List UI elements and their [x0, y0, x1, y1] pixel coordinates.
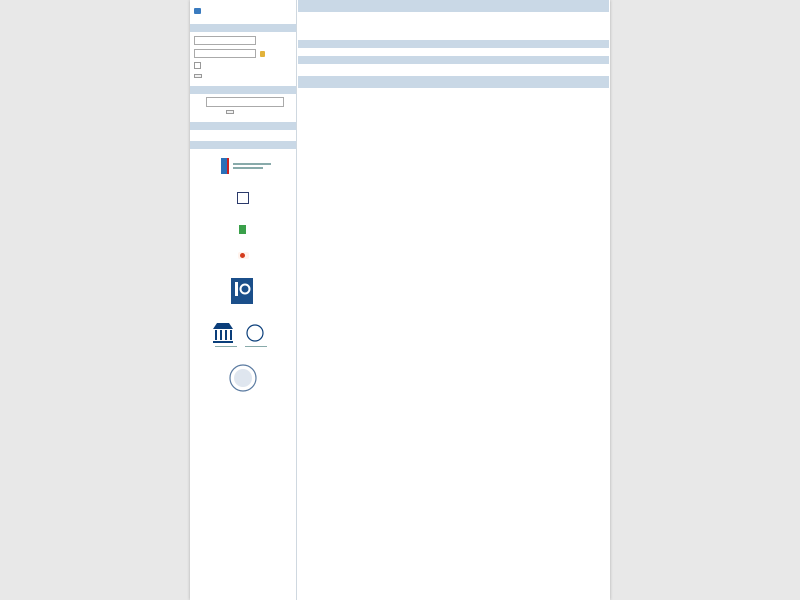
efu-header	[298, 56, 609, 64]
partner-unesco[interactable]	[211, 321, 275, 353]
consultant-logo	[238, 252, 249, 259]
consultant-icon	[240, 253, 245, 258]
elec-apps-link[interactable]	[194, 8, 296, 14]
sidebar-nav	[190, 0, 296, 2]
yaklass-icon	[239, 225, 246, 234]
partner-logo-1-graphic	[211, 155, 275, 177]
page-container	[190, 0, 610, 600]
subscribe-button[interactable]	[226, 110, 234, 114]
partner-logo-bottom[interactable]	[211, 363, 275, 393]
materials-header	[298, 40, 609, 48]
related-top-bar	[298, 76, 609, 88]
main-top-bar	[298, 0, 609, 12]
email-input[interactable]	[206, 97, 284, 107]
login-button[interactable]	[194, 74, 202, 78]
round-emblem-icon	[228, 363, 258, 393]
lock-icon	[260, 51, 265, 57]
unesco-logo-graphic	[211, 321, 275, 353]
remember-checkbox[interactable]	[194, 62, 201, 69]
fgbnu-logo-icon	[231, 278, 253, 304]
login-input[interactable]	[194, 36, 256, 45]
partners-header	[190, 141, 296, 149]
apps-icon	[194, 8, 201, 14]
main-content	[298, 0, 609, 600]
prosv-emblem-icon	[237, 192, 249, 204]
subscribe-header	[190, 86, 296, 94]
social-header	[190, 122, 296, 130]
sidebar	[190, 0, 296, 600]
auth-header	[190, 24, 296, 32]
partner-logo-1[interactable]	[211, 155, 275, 177]
partner-consultant[interactable]	[211, 247, 275, 263]
partner-yaklass[interactable]	[211, 221, 275, 237]
partner-prosveshchenie[interactable]	[211, 183, 275, 215]
password-input[interactable]	[194, 49, 256, 58]
partner-fgbnu[interactable]	[211, 271, 275, 311]
column-divider	[296, 0, 297, 600]
